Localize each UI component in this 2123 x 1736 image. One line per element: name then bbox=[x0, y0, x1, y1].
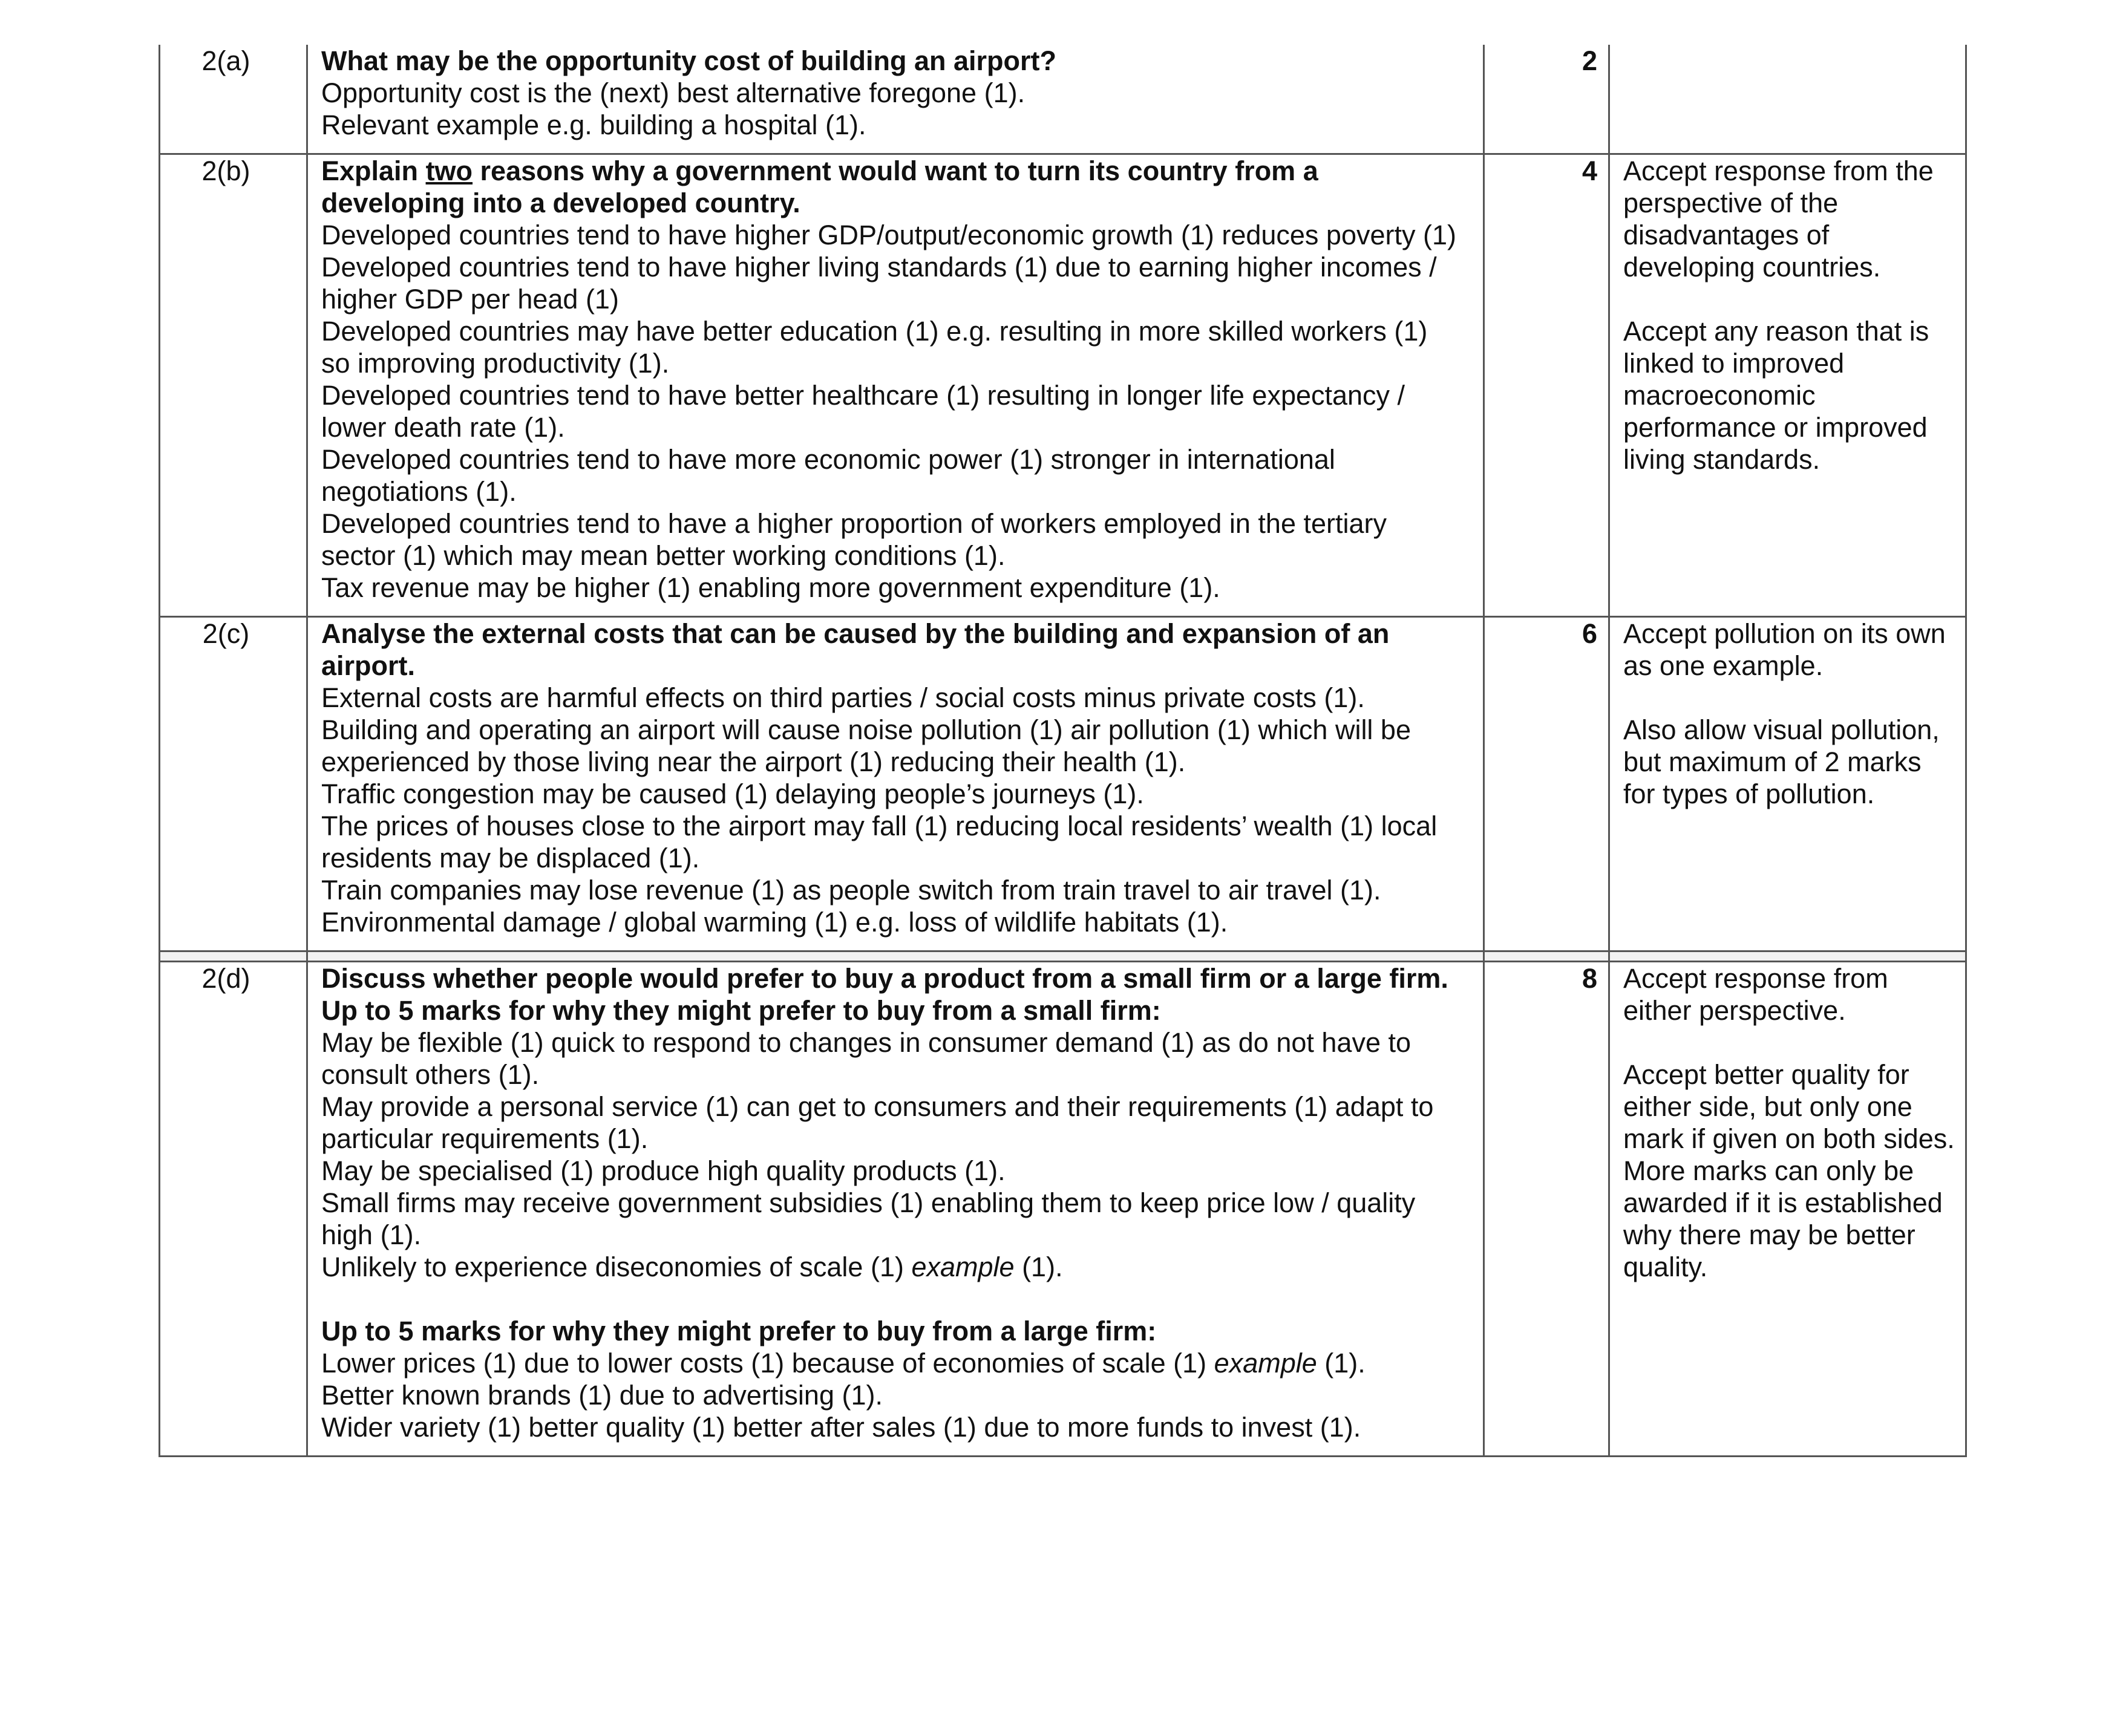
row-separator bbox=[160, 951, 1966, 962]
answer-line: Better known brands (1) due to advertising (1). bbox=[321, 1380, 883, 1411]
guidance-cell bbox=[1609, 45, 1966, 154]
section-heading: Up to 5 marks for why they might prefer to buy from a large firm: bbox=[321, 1316, 1157, 1346]
answer-line: Environmental damage / global warming (1) e.g. loss of wildlife habitats (1). bbox=[321, 907, 1228, 938]
underlined-word: two bbox=[425, 155, 473, 186]
row-2d bbox=[160, 962, 1966, 1457]
guidance-text: Accept response from either perspective. bbox=[1623, 963, 1888, 1026]
guidance-cell bbox=[1609, 962, 1966, 1457]
answer-line: External costs are harmful effects on third parties / social costs minus private costs (1). bbox=[321, 682, 1365, 713]
answer-cell bbox=[307, 45, 1484, 154]
answer-line: Opportunity cost is the (next) best alternative foregone (1). bbox=[321, 77, 1026, 108]
answer-line: Developed countries tend to have a higher proportion of workers employed in the tertiary sector (1) which may mean better working conditions (1). bbox=[321, 508, 1387, 571]
guidance-text: Accept response from the perspective of the disadvantages of developing countries. bbox=[1623, 155, 1934, 282]
marks: 6 bbox=[1484, 617, 1609, 951]
section-heading: Up to 5 marks for why they might prefer to buy from a small firm: bbox=[321, 995, 1161, 1026]
answer-line: Developed countries tend to have higher GDP/output/economic growth (1) reduces poverty (1) bbox=[321, 220, 1457, 250]
marks: 8 bbox=[1484, 962, 1609, 1457]
answer-line: May be specialised (1) produce high quality products (1). bbox=[321, 1155, 1006, 1186]
question-text: What may be the opportunity cost of building an airport? bbox=[321, 45, 1056, 76]
answer-line: Developed countries tend to have higher living standards (1) due to earning higher incomes / higher GDP per head (1) bbox=[321, 252, 1437, 315]
answer-line: Relevant example e.g. building a hospital (1). bbox=[321, 109, 866, 140]
answer-line: Small firms may receive government subsidies (1) enabling them to keep price low / quality high (1). bbox=[321, 1187, 1416, 1250]
answer-line: Tax revenue may be higher (1) enabling more government expenditure (1). bbox=[321, 572, 1220, 603]
marks: 4 bbox=[1484, 154, 1609, 617]
answer-line: The prices of houses close to the airport may fall (1) reducing local residents’ wealth (1) local residents may be displaced (1). bbox=[321, 811, 1438, 873]
question-number: 2(d) bbox=[160, 962, 307, 1457]
row-2a bbox=[160, 45, 1966, 154]
guidance-cell bbox=[1609, 617, 1966, 951]
answer-line: Wider variety (1) better quality (1) better after sales (1) due to more funds to invest (1). bbox=[321, 1412, 1361, 1443]
guidance-text: Accept pollution on its own as one example. bbox=[1623, 618, 1946, 681]
question-text: Explain two reasons why a government would want to turn its country from a developing into a developed country. bbox=[321, 155, 1318, 218]
row-2b bbox=[160, 154, 1966, 617]
answer-line: Traffic congestion may be caused (1) delaying people’s journeys (1). bbox=[321, 778, 1144, 809]
answer-line: Developed countries tend to have better healthcare (1) resulting in longer life expectancy / lower death rate (1). bbox=[321, 380, 1405, 443]
answer-line: May provide a personal service (1) can get to consumers and their requirements (1) adapt to particular requirements (1). bbox=[321, 1091, 1434, 1154]
answer-line: Lower prices (1) due to lower costs (1) because of economies of scale (1) example (1). bbox=[321, 1348, 1366, 1379]
answer-line: May be flexible (1) quick to respond to changes in consumer demand (1) as do not have to consult others (1). bbox=[321, 1027, 1412, 1090]
guidance-cell bbox=[1609, 154, 1966, 617]
question-text: Discuss whether people would prefer to buy a product from a small firm or a large firm. bbox=[321, 963, 1448, 994]
answer-cell bbox=[307, 154, 1484, 617]
question-number: 2(a) bbox=[160, 45, 307, 154]
answer-line: Train companies may lose revenue (1) as people switch from train travel to air travel (1). bbox=[321, 875, 1381, 906]
answer-line: Developed countries tend to have more economic power (1) stronger in international negotiations (1). bbox=[321, 444, 1335, 507]
question-number: 2(c) bbox=[160, 617, 307, 951]
row-2c bbox=[160, 617, 1966, 951]
question-text: Analyse the external costs that can be caused by the building and expansion of an airport. bbox=[321, 618, 1390, 681]
answer-cell bbox=[307, 617, 1484, 951]
answer-line: Developed countries may have better education (1) e.g. resulting in more skilled workers (1) so improving productivity (1). bbox=[321, 316, 1428, 379]
guidance-text: Accept any reason that is linked to improved macroeconomic performance or improved living standards. bbox=[1623, 316, 1929, 475]
answer-line: Building and operating an airport will cause noise pollution (1) air pollution (1) which will be experienced by those living near the airport (1) reducing their health (1). bbox=[321, 714, 1411, 777]
guidance-text: Accept better quality for either side, but only one mark if given on both sides. More marks can only be awarded if it is established why there may be better quality. bbox=[1623, 1059, 1955, 1282]
mark-scheme-table bbox=[159, 45, 1967, 1457]
question-number: 2(b) bbox=[160, 154, 307, 617]
answer-cell bbox=[307, 962, 1484, 1457]
guidance-text: Also allow visual pollution, but maximum of 2 marks for types of pollution. bbox=[1623, 714, 1940, 809]
answer-line: Unlikely to experience diseconomies of scale (1) example (1). bbox=[321, 1251, 1063, 1282]
marks: 2 bbox=[1484, 45, 1609, 154]
